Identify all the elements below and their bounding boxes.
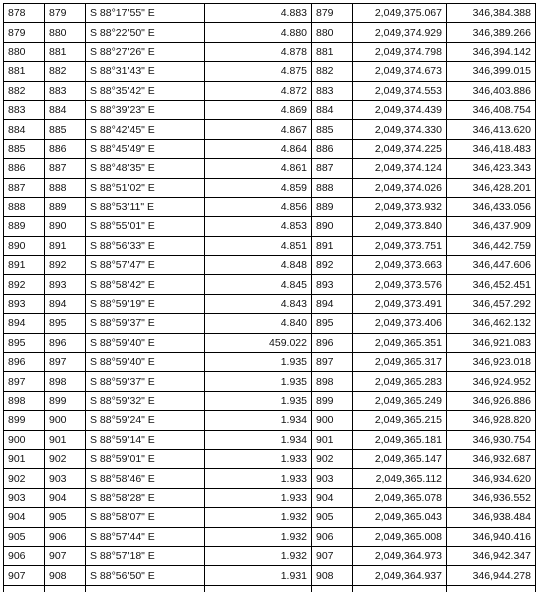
- easting-cell: 346,932.687: [447, 449, 536, 468]
- northing-cell: 2,049,365.283: [353, 372, 447, 391]
- point-cell: 883: [312, 81, 353, 100]
- easting-cell: 346,384.388: [447, 4, 536, 23]
- distance-cell: 1.933: [205, 469, 312, 488]
- easting-cell: 346,428.201: [447, 178, 536, 197]
- point-cell: 900: [312, 411, 353, 430]
- bearing-cell: S 88°42'45" E: [86, 120, 205, 139]
- easting-cell: 346,418.483: [447, 139, 536, 158]
- to-station-cell: 902: [45, 449, 86, 468]
- easting-cell: 346,938.484: [447, 508, 536, 527]
- table-row: [4, 449, 536, 468]
- table-row: [4, 139, 536, 158]
- from-station-cell: 895: [4, 333, 45, 352]
- empty-cell: [4, 585, 45, 592]
- point-cell: 880: [312, 23, 353, 42]
- point-cell: 893: [312, 275, 353, 294]
- to-station-cell: 889: [45, 197, 86, 216]
- from-station-cell: 879: [4, 23, 45, 42]
- point-cell: 882: [312, 62, 353, 81]
- northing-cell: 2,049,374.330: [353, 120, 447, 139]
- from-station-cell: 899: [4, 411, 45, 430]
- from-station-cell: 887: [4, 178, 45, 197]
- table-row: [4, 120, 536, 139]
- point-cell: 903: [312, 469, 353, 488]
- point-cell: 887: [312, 159, 353, 178]
- easting-cell: 346,930.754: [447, 430, 536, 449]
- easting-cell: 346,462.132: [447, 314, 536, 333]
- bearing-cell: S 88°51'02" E: [86, 178, 205, 197]
- from-station-cell: 894: [4, 314, 45, 333]
- table-row: [4, 4, 536, 23]
- distance-cell: 4.883: [205, 4, 312, 23]
- northing-cell: 2,049,375.067: [353, 4, 447, 23]
- bearing-cell: S 88°45'49" E: [86, 139, 205, 158]
- to-station-cell: 904: [45, 488, 86, 507]
- table-row: [4, 391, 536, 410]
- bearing-cell: S 88°58'07" E: [86, 508, 205, 527]
- northing-cell: 2,049,374.124: [353, 159, 447, 178]
- to-station-cell: 886: [45, 139, 86, 158]
- bearing-cell: S 88°59'19" E: [86, 294, 205, 313]
- easting-cell: 346,394.142: [447, 42, 536, 61]
- point-cell: 891: [312, 236, 353, 255]
- from-station-cell: 907: [4, 566, 45, 585]
- easting-cell: 346,442.759: [447, 236, 536, 255]
- point-cell: 892: [312, 256, 353, 275]
- to-station-cell: 907: [45, 546, 86, 565]
- point-cell: 886: [312, 139, 353, 158]
- easting-cell: 346,924.952: [447, 372, 536, 391]
- to-station-cell: 892: [45, 256, 86, 275]
- from-station-cell: 892: [4, 275, 45, 294]
- to-station-cell: 897: [45, 353, 86, 372]
- point-cell: 896: [312, 333, 353, 352]
- table-row: [4, 159, 536, 178]
- table-row: [4, 197, 536, 216]
- northing-cell: 2,049,365.181: [353, 430, 447, 449]
- from-station-cell: 891: [4, 256, 45, 275]
- to-station-cell: 893: [45, 275, 86, 294]
- easting-cell: 346,403.886: [447, 81, 536, 100]
- table-row: [4, 566, 536, 585]
- from-station-cell: 888: [4, 197, 45, 216]
- distance-cell: 1.934: [205, 411, 312, 430]
- distance-cell: 1.935: [205, 353, 312, 372]
- table-row-cutoff: [4, 585, 536, 592]
- to-station-cell: 887: [45, 159, 86, 178]
- to-station-cell: 896: [45, 333, 86, 352]
- distance-cell: 1.935: [205, 372, 312, 391]
- northing-cell: 2,049,365.317: [353, 353, 447, 372]
- to-station-cell: 890: [45, 217, 86, 236]
- from-station-cell: 881: [4, 62, 45, 81]
- easting-cell: 346,408.754: [447, 100, 536, 119]
- from-station-cell: 886: [4, 159, 45, 178]
- empty-cell: [45, 585, 86, 592]
- to-station-cell: 880: [45, 23, 86, 42]
- distance-cell: 1.932: [205, 508, 312, 527]
- point-cell: 884: [312, 100, 353, 119]
- northing-cell: 2,049,374.439: [353, 100, 447, 119]
- distance-cell: 459.022: [205, 333, 312, 352]
- distance-cell: 4.872: [205, 81, 312, 100]
- point-cell: 906: [312, 527, 353, 546]
- bearing-cell: S 88°31'43" E: [86, 62, 205, 81]
- easting-cell: 346,923.018: [447, 353, 536, 372]
- easting-cell: 346,944.278: [447, 566, 536, 585]
- to-station-cell: 905: [45, 508, 86, 527]
- bearing-cell: S 88°39'23" E: [86, 100, 205, 119]
- distance-cell: 4.878: [205, 42, 312, 61]
- empty-cell: [353, 585, 447, 592]
- northing-cell: 2,049,365.147: [353, 449, 447, 468]
- table-row: [4, 333, 536, 352]
- table-row: [4, 527, 536, 546]
- point-cell: 898: [312, 372, 353, 391]
- distance-cell: 4.845: [205, 275, 312, 294]
- northing-cell: 2,049,365.078: [353, 488, 447, 507]
- distance-cell: 4.861: [205, 159, 312, 178]
- northing-cell: 2,049,374.798: [353, 42, 447, 61]
- bearing-cell: S 88°57'18" E: [86, 546, 205, 565]
- easting-cell: 346,399.015: [447, 62, 536, 81]
- easting-cell: 346,936.552: [447, 488, 536, 507]
- to-station-cell: 885: [45, 120, 86, 139]
- distance-cell: 4.869: [205, 100, 312, 119]
- point-cell: 899: [312, 391, 353, 410]
- easting-cell: 346,433.056: [447, 197, 536, 216]
- easting-cell: 346,940.416: [447, 527, 536, 546]
- point-cell: 901: [312, 430, 353, 449]
- easting-cell: 346,423.343: [447, 159, 536, 178]
- distance-cell: 1.931: [205, 566, 312, 585]
- distance-cell: 1.933: [205, 488, 312, 507]
- point-cell: 890: [312, 217, 353, 236]
- bearing-cell: S 88°59'01" E: [86, 449, 205, 468]
- to-station-cell: 883: [45, 81, 86, 100]
- from-station-cell: 904: [4, 508, 45, 527]
- empty-cell: [86, 585, 205, 592]
- to-station-cell: 888: [45, 178, 86, 197]
- table-row: [4, 236, 536, 255]
- northing-cell: 2,049,365.112: [353, 469, 447, 488]
- point-cell: 897: [312, 353, 353, 372]
- northing-cell: 2,049,373.576: [353, 275, 447, 294]
- table-body: [4, 4, 536, 592]
- bearing-cell: S 88°35'42" E: [86, 81, 205, 100]
- bearing-cell: S 88°56'33" E: [86, 236, 205, 255]
- easting-cell: 346,389.266: [447, 23, 536, 42]
- to-station-cell: 894: [45, 294, 86, 313]
- bearing-cell: S 88°59'37" E: [86, 372, 205, 391]
- northing-cell: 2,049,374.553: [353, 81, 447, 100]
- from-station-cell: 898: [4, 391, 45, 410]
- point-cell: 895: [312, 314, 353, 333]
- table-row: [4, 314, 536, 333]
- table-row: [4, 217, 536, 236]
- distance-cell: 4.875: [205, 62, 312, 81]
- bearing-cell: S 88°53'11" E: [86, 197, 205, 216]
- to-station-cell: 899: [45, 391, 86, 410]
- easting-cell: 346,457.292: [447, 294, 536, 313]
- northing-cell: 2,049,364.937: [353, 566, 447, 585]
- easting-cell: 346,413.620: [447, 120, 536, 139]
- northing-cell: 2,049,364.973: [353, 546, 447, 565]
- from-station-cell: 889: [4, 217, 45, 236]
- table-row: [4, 256, 536, 275]
- northing-cell: 2,049,373.751: [353, 236, 447, 255]
- table-row: [4, 430, 536, 449]
- empty-cell: [312, 585, 353, 592]
- to-station-cell: 900: [45, 411, 86, 430]
- from-station-cell: 905: [4, 527, 45, 546]
- northing-cell: 2,049,365.215: [353, 411, 447, 430]
- distance-cell: 4.848: [205, 256, 312, 275]
- easting-cell: 346,942.347: [447, 546, 536, 565]
- distance-cell: 4.856: [205, 197, 312, 216]
- bearing-cell: S 88°59'32" E: [86, 391, 205, 410]
- distance-cell: 4.864: [205, 139, 312, 158]
- table-row: [4, 275, 536, 294]
- distance-cell: 4.840: [205, 314, 312, 333]
- from-station-cell: 902: [4, 469, 45, 488]
- easting-cell: 346,447.606: [447, 256, 536, 275]
- from-station-cell: 878: [4, 4, 45, 23]
- table-row: [4, 508, 536, 527]
- from-station-cell: 884: [4, 120, 45, 139]
- distance-cell: 1.932: [205, 546, 312, 565]
- northing-cell: 2,049,365.249: [353, 391, 447, 410]
- northing-cell: 2,049,373.840: [353, 217, 447, 236]
- distance-cell: 4.859: [205, 178, 312, 197]
- from-station-cell: 900: [4, 430, 45, 449]
- to-station-cell: 906: [45, 527, 86, 546]
- from-station-cell: 880: [4, 42, 45, 61]
- to-station-cell: 881: [45, 42, 86, 61]
- bearing-cell: S 88°27'26" E: [86, 42, 205, 61]
- from-station-cell: 903: [4, 488, 45, 507]
- from-station-cell: 885: [4, 139, 45, 158]
- table-row: [4, 294, 536, 313]
- bearing-cell: S 88°58'28" E: [86, 488, 205, 507]
- distance-cell: 1.933: [205, 449, 312, 468]
- bearing-cell: S 88°59'40" E: [86, 333, 205, 352]
- to-station-cell: 908: [45, 566, 86, 585]
- bearing-cell: S 88°22'50" E: [86, 23, 205, 42]
- to-station-cell: 903: [45, 469, 86, 488]
- table-row: [4, 411, 536, 430]
- easting-cell: 346,928.820: [447, 411, 536, 430]
- bearing-cell: S 88°59'24" E: [86, 411, 205, 430]
- northing-cell: 2,049,365.351: [353, 333, 447, 352]
- bearing-cell: S 88°58'46" E: [86, 469, 205, 488]
- bearing-cell: S 88°59'14" E: [86, 430, 205, 449]
- point-cell: 885: [312, 120, 353, 139]
- northing-cell: 2,049,373.491: [353, 294, 447, 313]
- distance-cell: 4.851: [205, 236, 312, 255]
- table-row: [4, 62, 536, 81]
- northing-cell: 2,049,373.406: [353, 314, 447, 333]
- table-row: [4, 23, 536, 42]
- bearing-cell: S 88°59'40" E: [86, 353, 205, 372]
- easting-cell: 346,926.886: [447, 391, 536, 410]
- northing-cell: 2,049,374.673: [353, 62, 447, 81]
- coordinate-table-sheet: [3, 3, 536, 592]
- bearing-cell: S 88°58'42" E: [86, 275, 205, 294]
- northing-cell: 2,049,374.026: [353, 178, 447, 197]
- northing-cell: 2,049,374.225: [353, 139, 447, 158]
- table-row: [4, 353, 536, 372]
- table-row: [4, 488, 536, 507]
- distance-cell: 4.867: [205, 120, 312, 139]
- easting-cell: 346,934.620: [447, 469, 536, 488]
- table-row: [4, 546, 536, 565]
- distance-cell: 4.843: [205, 294, 312, 313]
- point-cell: 908: [312, 566, 353, 585]
- easting-cell: 346,921.083: [447, 333, 536, 352]
- bearing-cell: S 88°59'37" E: [86, 314, 205, 333]
- table-row: [4, 100, 536, 119]
- bearing-cell: S 88°55'01" E: [86, 217, 205, 236]
- easting-cell: 346,437.909: [447, 217, 536, 236]
- from-station-cell: 882: [4, 81, 45, 100]
- to-station-cell: 901: [45, 430, 86, 449]
- northing-cell: 2,049,365.008: [353, 527, 447, 546]
- bearing-cell: S 88°48'35" E: [86, 159, 205, 178]
- from-station-cell: 890: [4, 236, 45, 255]
- table-row: [4, 42, 536, 61]
- from-station-cell: 883: [4, 100, 45, 119]
- table-row: [4, 178, 536, 197]
- to-station-cell: 898: [45, 372, 86, 391]
- bearing-cell: S 88°57'44" E: [86, 527, 205, 546]
- to-station-cell: 895: [45, 314, 86, 333]
- bearing-cell: S 88°17'55" E: [86, 4, 205, 23]
- northing-cell: 2,049,373.663: [353, 256, 447, 275]
- to-station-cell: 891: [45, 236, 86, 255]
- northing-cell: 2,049,374.929: [353, 23, 447, 42]
- point-cell: 889: [312, 197, 353, 216]
- coordinate-table: [3, 3, 536, 592]
- distance-cell: 1.932: [205, 527, 312, 546]
- to-station-cell: 879: [45, 4, 86, 23]
- empty-cell: [205, 585, 312, 592]
- point-cell: 879: [312, 4, 353, 23]
- point-cell: 894: [312, 294, 353, 313]
- point-cell: 902: [312, 449, 353, 468]
- bearing-cell: S 88°57'47" E: [86, 256, 205, 275]
- from-station-cell: 897: [4, 372, 45, 391]
- distance-cell: 4.880: [205, 23, 312, 42]
- from-station-cell: 896: [4, 353, 45, 372]
- to-station-cell: 882: [45, 62, 86, 81]
- distance-cell: 1.934: [205, 430, 312, 449]
- distance-cell: 4.853: [205, 217, 312, 236]
- northing-cell: 2,049,373.932: [353, 197, 447, 216]
- from-station-cell: 893: [4, 294, 45, 313]
- empty-cell: [447, 585, 536, 592]
- table-row: [4, 469, 536, 488]
- northing-cell: 2,049,365.043: [353, 508, 447, 527]
- point-cell: 888: [312, 178, 353, 197]
- from-station-cell: 906: [4, 546, 45, 565]
- bearing-cell: S 88°56'50" E: [86, 566, 205, 585]
- table-row: [4, 372, 536, 391]
- table-row: [4, 81, 536, 100]
- distance-cell: 1.935: [205, 391, 312, 410]
- from-station-cell: 901: [4, 449, 45, 468]
- point-cell: 905: [312, 508, 353, 527]
- point-cell: 881: [312, 42, 353, 61]
- point-cell: 904: [312, 488, 353, 507]
- easting-cell: 346,452.451: [447, 275, 536, 294]
- to-station-cell: 884: [45, 100, 86, 119]
- point-cell: 907: [312, 546, 353, 565]
